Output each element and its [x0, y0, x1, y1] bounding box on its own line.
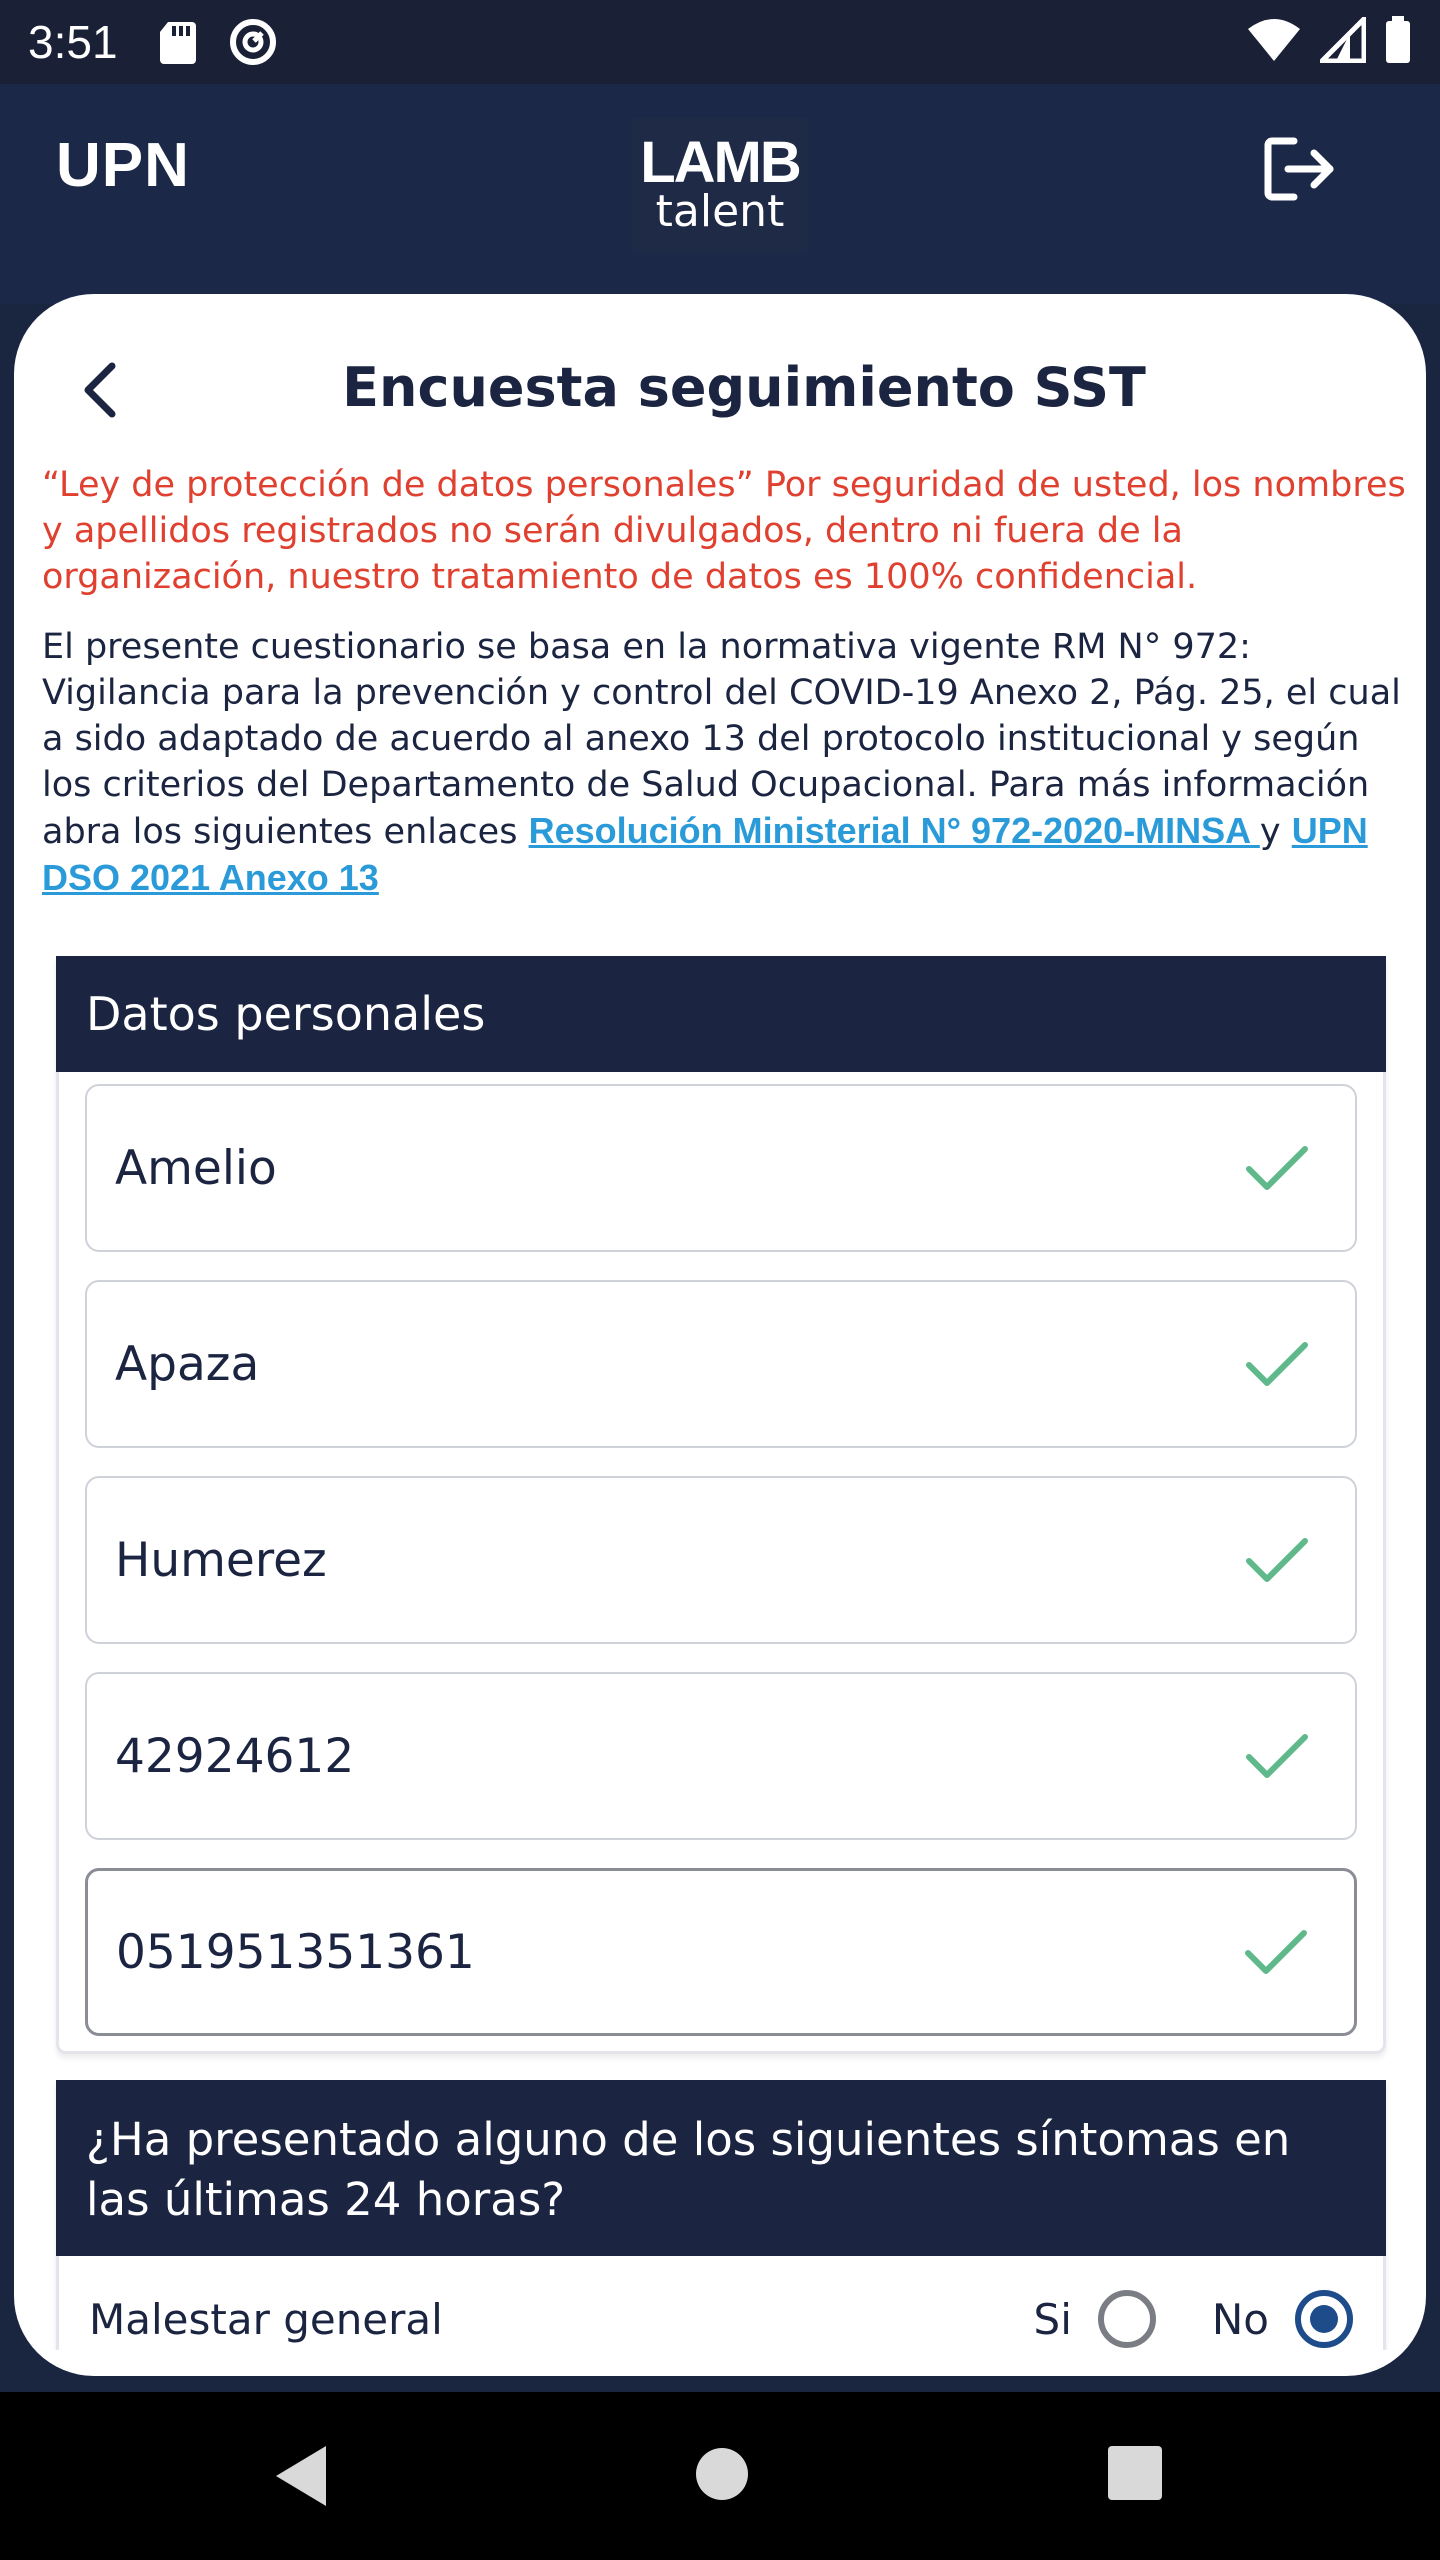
last-name-value: Apaza — [115, 1336, 260, 1392]
symptom-row-malestar — [59, 2264, 1383, 2350]
nav-back-button[interactable] — [270, 2442, 334, 2510]
check-icon — [1245, 1731, 1309, 1781]
yes-label: Si — [1033, 2294, 1072, 2344]
personal-data-header: Datos personales — [56, 956, 1386, 1072]
link-resolucion-ministerial[interactable]: Resolución Ministerial N° 972-2020-MINSA — [528, 810, 1260, 851]
survey-scroll-area[interactable] — [14, 294, 1426, 2350]
app-title: UPN — [56, 131, 190, 200]
back-button[interactable] — [60, 350, 140, 430]
status-right-icons — [1246, 16, 1412, 68]
check-icon — [1245, 1535, 1309, 1585]
phone-number-field[interactable] — [85, 1868, 1357, 2036]
signal-icon — [1320, 17, 1366, 67]
radio-yes[interactable] — [1098, 2290, 1156, 2348]
status-bar — [0, 0, 1440, 84]
check-icon — [1245, 1143, 1309, 1193]
status-time: 3:51 — [28, 16, 118, 68]
check-icon — [1245, 1339, 1309, 1389]
second-last-name-field[interactable] — [85, 1476, 1357, 1644]
logo-top-text: LAMB — [640, 130, 800, 195]
yes-no-radio-group — [1034, 2290, 1353, 2348]
logout-icon — [1264, 135, 1338, 203]
system-nav-bar — [0, 2392, 1440, 2560]
symptoms-header: ¿Ha presentado alguno de los siguientes síntomas en las últimas 24 horas? — [56, 2080, 1386, 2256]
privacy-notice: “Ley de protección de datos personales” Por seguridad de usted, los nombres y apellidos registrados no serán divulgados, dentro ni fuera de la organización, nuestro tratamiento de datos es 100% confidencial. — [42, 465, 1406, 597]
logo-bottom-text: talent — [655, 186, 785, 237]
check-icon — [1244, 1927, 1308, 1977]
page-title: Encuesta seguimiento SST — [342, 356, 1146, 419]
intro-paragraph — [42, 624, 1412, 902]
logout-button[interactable] — [1256, 124, 1346, 214]
nav-recents-button[interactable] — [1106, 2444, 1164, 2502]
wifi-icon — [1246, 17, 1302, 67]
no-label: No — [1211, 2294, 1269, 2344]
survey-card — [14, 294, 1426, 2376]
document-number-value: 42924612 — [115, 1728, 355, 1784]
app-bar — [0, 84, 1440, 304]
first-name-value: Amelio — [115, 1140, 277, 1196]
intro-text: El presente cuestionario se basa en la normativa vigente RM N° 972: Vigilancia para la prevención y control del COVID-19 Anexo 2, Pág. 25, el cual a sido adaptado de acuerdo al anexo 13 del protocolo institucional y según los criterios del Departamento de Salud Ocupacional. Para más información abra los siguientes enlaces — [42, 627, 1401, 852]
document-number-field[interactable] — [85, 1672, 1357, 1840]
triangle-back-icon — [270, 2442, 334, 2510]
intro-connector: y — [1259, 812, 1292, 852]
nav-home-button[interactable] — [692, 2444, 752, 2504]
phone-number-value: 051951351361 — [116, 1924, 475, 1980]
no-disturb-icon — [228, 17, 278, 67]
sd-card-icon — [158, 20, 198, 64]
symptom-label: Malestar general — [89, 2294, 443, 2344]
lamb-talent-logo — [632, 118, 808, 252]
circle-home-icon — [692, 2444, 752, 2504]
square-recents-icon — [1106, 2444, 1164, 2502]
battery-icon — [1384, 16, 1412, 68]
chevron-left-icon — [78, 360, 122, 420]
first-name-field[interactable] — [85, 1084, 1357, 1252]
radio-no[interactable] — [1295, 2290, 1353, 2348]
symptoms-section — [56, 2080, 1386, 2350]
link-upn-dso-anexo[interactable]: UPN DSO 2021 Anexo 13 — [42, 810, 1368, 898]
last-name-field[interactable] — [85, 1280, 1357, 1448]
personal-data-section — [56, 956, 1386, 2054]
second-last-name-value: Humerez — [115, 1532, 327, 1588]
